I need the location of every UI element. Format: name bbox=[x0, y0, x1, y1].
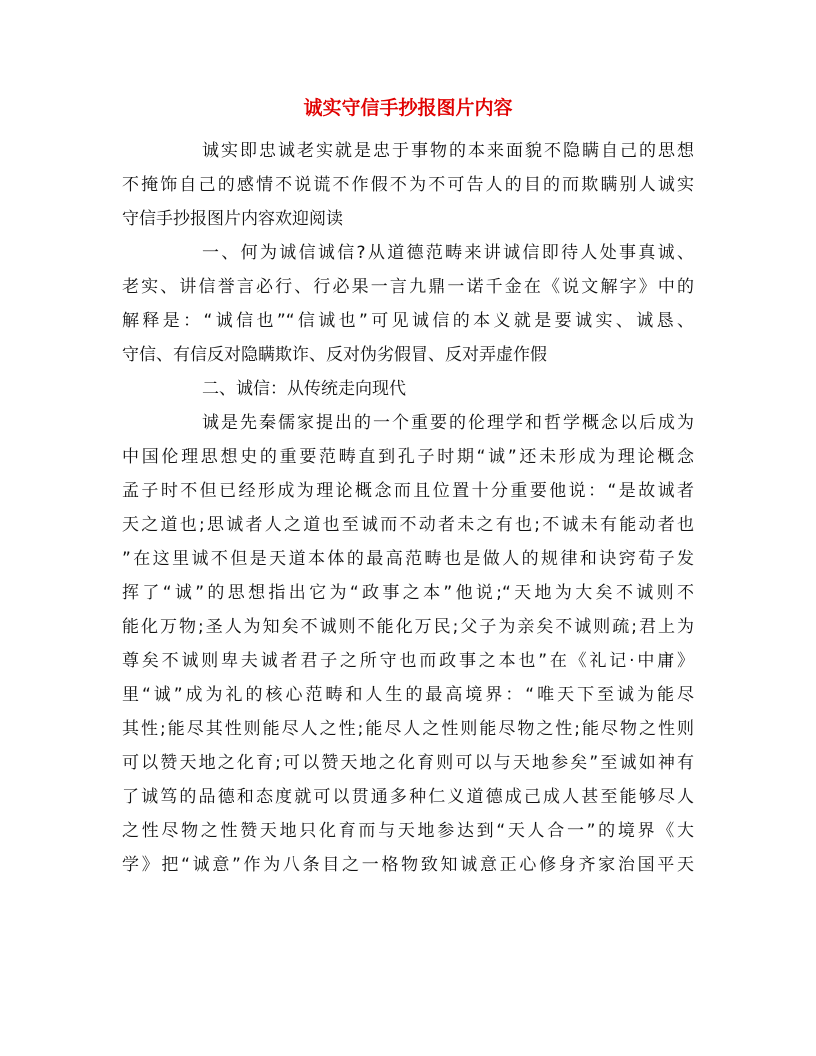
text-line: 诚实即忠诚老实就是忠于事物的本来面貌不隐瞒自己的思想 bbox=[202, 141, 694, 161]
text-line: 二、诚信：从传统走向现代 bbox=[202, 379, 406, 399]
text-line: 之性尽物之性赞天地只化育而与天地参达到“天人合一”的境界《大 bbox=[122, 821, 694, 841]
text-line: 天之道也;思诚者人之道也至诚而不动者未之有也;不诚未有能动者也 bbox=[122, 515, 694, 535]
text-line: 了诚笃的品德和态度就可以贯通多种仁义道德成己成人甚至能够尽人 bbox=[122, 787, 694, 807]
text-line: 可以赞天地之化育;可以赞天地之化育则可以与天地参矣”至诚如神有 bbox=[122, 753, 694, 773]
text-line: 学》把“诚意”作为八条目之一格物致知诚意正心修身齐家治国平天 bbox=[122, 855, 694, 875]
text-line: 其性;能尽其性则能尽人之性;能尽人之性则能尽物之性;能尽物之性则 bbox=[122, 719, 694, 739]
document-title: 诚实守信手抄报图片内容 bbox=[303, 97, 513, 119]
text-line: 孟子时不但已经形成为理论概念而且位置十分重要他说：“是故诚者 bbox=[122, 481, 694, 501]
text-line: 解释是：“诚信也”“信诚也”可见诚信的本义就是要诚实、诚恳、 bbox=[122, 311, 694, 331]
text-line: ”在这里诚不但是天道本体的最高范畴也是做人的规律和诀窍荀子发 bbox=[122, 549, 694, 569]
text-line: 中国伦理思想史的重要范畴直到孔子时期“诚”还未形成为理论概念 bbox=[122, 447, 694, 467]
text-line: 守信、有信反对隐瞒欺诈、反对伪劣假冒、反对弄虚作假 bbox=[122, 345, 547, 365]
text-line: 不掩饰自己的感情不说谎不作假不为不可告人的目的而欺瞒别人诚实 bbox=[122, 175, 694, 195]
text-line: 里“诚”成为礼的核心范畴和人生的最高境界：“唯天下至诚为能尽 bbox=[122, 685, 694, 705]
text-line: 尊矣不诚则卑夫诚者君子之所守也而政事之本也”在《礼记·中庸》 bbox=[122, 651, 694, 671]
text-line: 一、何为诚信诚信?从道德范畴来讲诚信即待人处事真诚、 bbox=[202, 243, 694, 263]
text-line: 守信手抄报图片内容欢迎阅读 bbox=[122, 209, 343, 229]
text-line: 挥了“诚”的思想指出它为“政事之本”他说;“天地为大矣不诚则不 bbox=[122, 583, 694, 603]
text-line: 老实、讲信誉言必行、行必果一言九鼎一诺千金在《说文解字》中的 bbox=[122, 277, 694, 297]
text-line: 诚是先秦儒家提出的一个重要的伦理学和哲学概念以后成为 bbox=[202, 413, 694, 433]
document-body bbox=[122, 134, 694, 882]
text-line: 能化万物;圣人为知矣不诚则不能化万民;父子为亲矣不诚则疏;君上为 bbox=[122, 617, 694, 637]
